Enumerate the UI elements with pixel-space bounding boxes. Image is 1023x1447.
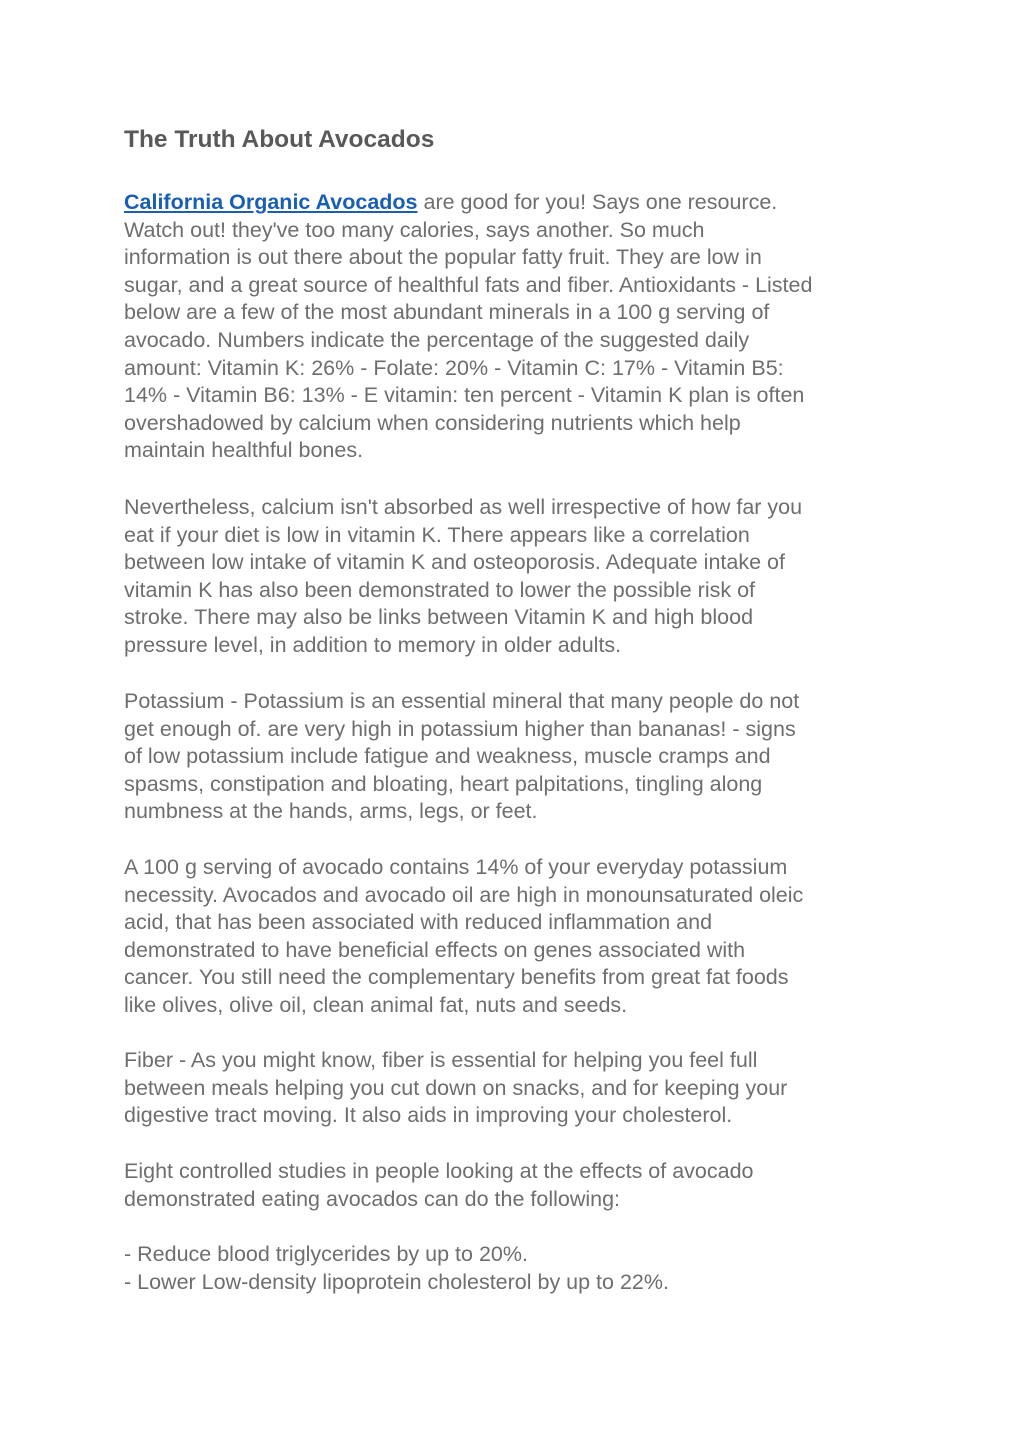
paragraph-line: digestive tract moving. It also aids in improving your cholesterol. xyxy=(124,1103,733,1128)
paragraph-line: amount: Vitamin K: 26% - Folate: 20% - Vitamin C: 17% - Vitamin B5: xyxy=(124,355,784,380)
paragraph-line: Watch out! they've too many calories, says another. So much xyxy=(124,217,705,242)
paragraph-line: demonstrated to have beneficial effects on genes associated with xyxy=(124,937,746,962)
paragraph-line-text: are good for you! Says one resource. xyxy=(417,190,778,214)
paragraph-potassium xyxy=(124,688,799,826)
paragraph-line: acid, that has been associated with reduced inflammation and xyxy=(124,910,713,935)
paragraph-benefits-list xyxy=(124,1241,669,1296)
list-item: - Lower Low-density lipoprotein cholesterol by up to 22%. xyxy=(124,1269,669,1294)
paragraph-line: like olives, olive oil, clean animal fat, nuts and seeds. xyxy=(124,992,628,1017)
paragraph-line: maintain healthful bones. xyxy=(124,438,364,463)
paragraph-line: sugar, and a great source of healthful fats and fiber. Antioxidants - Listed xyxy=(124,272,813,297)
paragraph-line: between meals helping you cut down on snacks, and for keeping your xyxy=(124,1075,788,1100)
paragraph-line: eat if your diet is low in vitamin K. There appears like a correlation xyxy=(124,522,750,547)
paragraph-line: Potassium - Potassium is an essential mineral that many people do not xyxy=(124,689,800,713)
paragraph-intro xyxy=(124,189,812,465)
paragraph-line: information is out there about the popular fatty fruit. They are low in xyxy=(124,245,762,270)
paragraph-line: Nevertheless, calcium isn't absorbed as well irrespective of how far you xyxy=(124,495,803,519)
paragraph-line: numbness at the hands, arms, legs, or feet. xyxy=(124,799,538,824)
paragraph-calcium xyxy=(124,494,802,660)
paragraph-fiber xyxy=(124,1047,787,1130)
paragraph-line: Fiber - As you might know, fiber is essential for helping you feel full xyxy=(124,1048,758,1072)
paragraph-line: of low potassium include fatigue and weakness, muscle cramps and xyxy=(124,744,771,769)
paragraph-line: spasms, constipation and bloating, heart palpitations, tingling along xyxy=(124,771,763,796)
paragraph-line: 14% - Vitamin B6: 13% - E vitamin: ten percent - Vitamin K plan is often xyxy=(124,383,805,408)
paragraph-line: below are a few of the most abundant minerals in a 100 g serving of xyxy=(124,300,770,325)
california-organic-avocados-link[interactable]: California Organic Avocados xyxy=(124,190,418,214)
paragraph-line: overshadowed by calcium when considering nutrients which help xyxy=(124,410,741,435)
paragraph-line: A 100 g serving of avocado contains 14% of your everyday potassium xyxy=(124,855,788,879)
paragraph-line: stroke. There may also be links between Vitamin K and high blood xyxy=(124,605,754,630)
paragraph-line: Eight controlled studies in people looking at the effects of avocado xyxy=(124,1159,754,1183)
paragraph-line: vitamin K has also been demonstrated to lower the possible risk of xyxy=(124,577,755,602)
paragraph-studies xyxy=(124,1158,754,1213)
paragraph-line: demonstrated eating avocados can do the following: xyxy=(124,1186,621,1211)
paragraph-line: between low intake of vitamin K and osteoporosis. Adequate intake of xyxy=(124,550,785,575)
paragraph-line: get enough of. are very high in potassium higher than bananas! - signs xyxy=(124,716,796,741)
paragraph-line: necessity. Avocados and avocado oil are high in monounsaturated oleic xyxy=(124,882,804,907)
paragraph-line: pressure level, in addition to memory in older adults. xyxy=(124,632,622,657)
paragraph-serving xyxy=(124,854,803,1020)
paragraph-line: avocado. Numbers indicate the percentage of the suggested daily xyxy=(124,327,750,352)
paragraph-line: cancer. You still need the complementary benefits from great fat foods xyxy=(124,965,789,990)
document-title: The Truth About Avocados xyxy=(124,126,435,153)
paragraph-line xyxy=(124,189,812,217)
list-item: - Reduce blood triglycerides by up to 20%. xyxy=(124,1242,528,1266)
